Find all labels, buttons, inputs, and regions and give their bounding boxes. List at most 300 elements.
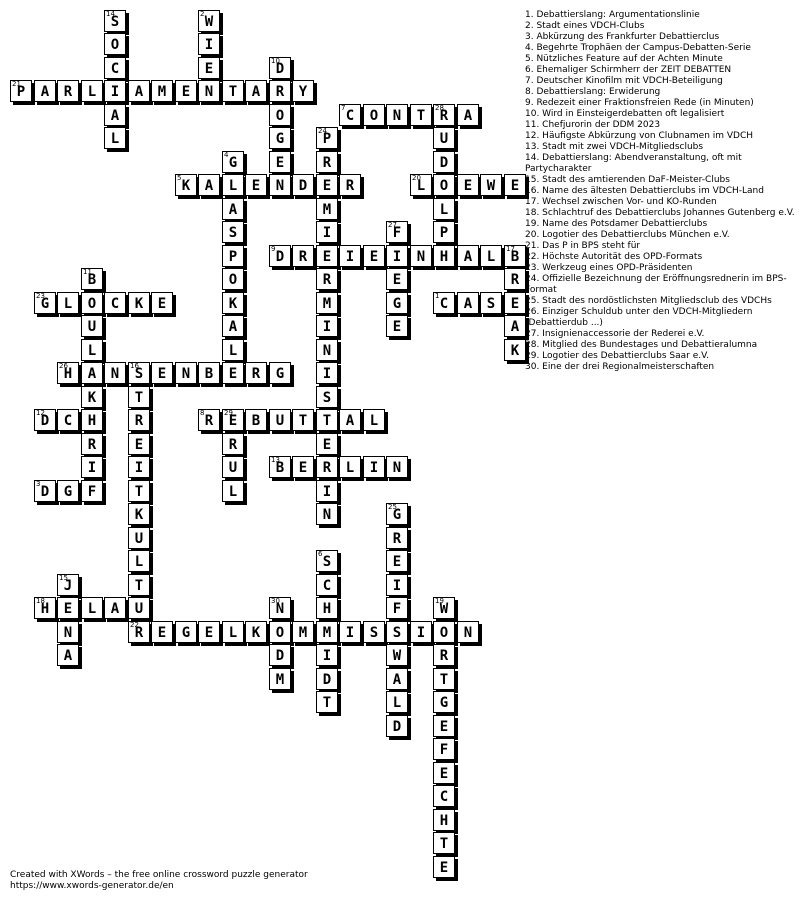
crossword-cell[interactable]: [104, 597, 126, 619]
crossword-cell[interactable]: [198, 409, 220, 431]
crossword-cell[interactable]: [57, 409, 79, 431]
crossword-cell[interactable]: [222, 245, 244, 267]
crossword-cell[interactable]: [316, 503, 338, 525]
crossword-cell[interactable]: [245, 80, 267, 102]
cell-letter: I: [110, 84, 120, 100]
crossword-cell[interactable]: [222, 315, 244, 337]
crossword-cell[interactable]: [128, 456, 150, 478]
crossword-cell[interactable]: [81, 456, 103, 478]
clue-item: 10. Wird in Einsteigerdebatten oft legalisiert: [525, 109, 725, 119]
crossword-cell[interactable]: [433, 856, 455, 878]
crossword-cell[interactable]: [104, 80, 126, 102]
clue-item: 29. Logotier des Debattierclubs Saar e.V.: [525, 351, 709, 361]
crossword-cell[interactable]: [433, 644, 455, 666]
clue-item: 4. Begehrte Trophäen der Campus-Debatten-Serie: [525, 43, 751, 53]
crossword-cell[interactable]: [386, 668, 408, 690]
cell-letter: A: [345, 413, 355, 429]
crossword-cell[interactable]: [222, 292, 244, 314]
clue-number: 7: [341, 104, 346, 112]
crossword-cell[interactable]: [175, 174, 197, 196]
crossword-cell[interactable]: [222, 174, 244, 196]
clue-number: 23: [36, 292, 45, 300]
cell-letter: E: [439, 860, 449, 876]
crossword-cell[interactable]: [222, 221, 244, 243]
crossword-cell[interactable]: [292, 409, 314, 431]
crossword-cell[interactable]: [198, 362, 220, 384]
crossword-cell[interactable]: [198, 174, 220, 196]
crossword-cell[interactable]: [433, 832, 455, 854]
clue-number: 24: [318, 127, 327, 135]
crossword-cell[interactable]: [504, 339, 526, 361]
crossword-cell[interactable]: [433, 292, 455, 314]
crossword-cell[interactable]: [433, 809, 455, 831]
crossword-cell[interactable]: [457, 621, 479, 643]
clue-number: 15: [59, 574, 68, 582]
cell-letter: P: [322, 131, 332, 147]
cell-letter: E: [251, 178, 261, 194]
crossword-cell[interactable]: [316, 151, 338, 173]
cell-letter: M: [322, 625, 332, 641]
crossword-cell[interactable]: [433, 221, 455, 243]
crossword-cell[interactable]: [433, 762, 455, 784]
cell-letter: A: [392, 672, 402, 688]
crossword-cell[interactable]: [386, 292, 408, 314]
clue-number: 27: [388, 221, 397, 229]
cell-letter: C: [322, 578, 332, 594]
crossword-cell[interactable]: [81, 339, 103, 361]
cell-letter: A: [204, 178, 214, 194]
crossword-cell[interactable]: [269, 456, 291, 478]
crossword-cell[interactable]: [480, 292, 502, 314]
crossword-cell[interactable]: [269, 621, 291, 643]
crossword-cell[interactable]: [316, 174, 338, 196]
clue-item: 15. Stadt des amtierenden DaF-Meister-Clubs: [525, 175, 730, 185]
crossword-cell[interactable]: [81, 480, 103, 502]
cell-letter: B: [275, 460, 285, 476]
clue-list: [525, 10, 795, 373]
crossword-cell[interactable]: [316, 198, 338, 220]
crossword-cell[interactable]: [410, 245, 432, 267]
cell-letter: N: [392, 460, 402, 476]
cell-letter: M: [322, 202, 332, 218]
crossword-cell[interactable]: [81, 80, 103, 102]
crossword-cell[interactable]: [316, 292, 338, 314]
cell-letter: I: [204, 37, 214, 53]
crossword-cell[interactable]: [269, 57, 291, 79]
crossword-cell[interactable]: [504, 268, 526, 290]
cell-letter: L: [486, 249, 496, 265]
crossword-cell[interactable]: [222, 480, 244, 502]
cell-letter: E: [392, 319, 402, 335]
crossword-cell[interactable]: [386, 221, 408, 243]
crossword-cell[interactable]: [386, 245, 408, 267]
crossword-cell[interactable]: [363, 245, 385, 267]
cell-letter: A: [463, 296, 473, 312]
crossword-cell[interactable]: [81, 315, 103, 337]
crossword-cell[interactable]: [81, 362, 103, 384]
crossword-cell[interactable]: [81, 433, 103, 455]
cell-letter: A: [110, 108, 120, 124]
crossword-cell[interactable]: [292, 245, 314, 267]
crossword-cell[interactable]: [316, 339, 338, 361]
crossword-cell[interactable]: [10, 80, 32, 102]
clue-number: 28: [435, 104, 444, 112]
cell-letter: E: [322, 249, 332, 265]
cell-letter: I: [392, 249, 402, 265]
crossword-cell[interactable]: [386, 315, 408, 337]
cell-letter: L: [134, 554, 144, 570]
crossword-cell[interactable]: [128, 621, 150, 643]
cell-letter: O: [439, 178, 449, 194]
cell-letter: D: [275, 648, 285, 664]
crossword-cell[interactable]: [316, 668, 338, 690]
crossword-cell[interactable]: [457, 104, 479, 126]
cell-letter: S: [486, 296, 496, 312]
clue-number: 10: [271, 57, 280, 65]
crossword-cell[interactable]: [433, 715, 455, 737]
cell-letter: K: [181, 178, 191, 194]
crossword-cell[interactable]: [339, 409, 361, 431]
crossword-cell[interactable]: [269, 644, 291, 666]
cell-letter: B: [510, 249, 520, 265]
crossword-cell[interactable]: [316, 433, 338, 455]
crossword-cell[interactable]: [128, 292, 150, 314]
crossword-cell[interactable]: [81, 268, 103, 290]
crossword-cell[interactable]: [34, 409, 56, 431]
clue-number: 17: [506, 245, 515, 253]
crossword-cell[interactable]: [34, 597, 56, 619]
crossword-cell[interactable]: [339, 621, 361, 643]
cell-letter: A: [510, 319, 520, 335]
crossword-cell[interactable]: [386, 597, 408, 619]
cell-letter: N: [110, 366, 120, 382]
crossword-cell[interactable]: [245, 174, 267, 196]
crossword-cell[interactable]: [316, 456, 338, 478]
crossword-cell[interactable]: [316, 621, 338, 643]
crossword-cell[interactable]: [198, 57, 220, 79]
cell-letter: T: [134, 578, 144, 594]
crossword-cell[interactable]: [151, 621, 173, 643]
crossword-cell[interactable]: [104, 104, 126, 126]
crossword-cell[interactable]: [104, 127, 126, 149]
cell-letter: L: [228, 625, 238, 641]
crossword-cell[interactable]: [198, 80, 220, 102]
crossword-cell[interactable]: [269, 174, 291, 196]
crossword-cell[interactable]: [81, 386, 103, 408]
cell-letter: O: [228, 272, 238, 288]
crossword-cell[interactable]: [386, 574, 408, 596]
crossword-cell[interactable]: [128, 527, 150, 549]
crossword-cell[interactable]: [104, 362, 126, 384]
crossword-cell[interactable]: [386, 456, 408, 478]
crossword-cell[interactable]: [222, 198, 244, 220]
crossword-cell[interactable]: [363, 621, 385, 643]
cell-letter: T: [439, 672, 449, 688]
crossword-cell[interactable]: [339, 456, 361, 478]
crossword-cell[interactable]: [410, 621, 432, 643]
crossword-cell[interactable]: [222, 621, 244, 643]
crossword-cell[interactable]: [34, 292, 56, 314]
cell-letter: T: [228, 84, 238, 100]
crossword-cell[interactable]: [128, 480, 150, 502]
crossword-cell[interactable]: [386, 268, 408, 290]
footer: [10, 870, 308, 892]
crossword-cell[interactable]: [386, 644, 408, 666]
crossword-cell[interactable]: [433, 174, 455, 196]
crossword-cell[interactable]: [433, 621, 455, 643]
crossword-cell[interactable]: [504, 245, 526, 267]
clue-number: 9: [271, 245, 276, 253]
crossword-cell[interactable]: [386, 621, 408, 643]
cell-letter: T: [416, 108, 426, 124]
crossword-cell[interactable]: [104, 57, 126, 79]
crossword-cell[interactable]: [269, 245, 291, 267]
crossword-cell[interactable]: [128, 574, 150, 596]
crossword-cell[interactable]: [222, 268, 244, 290]
crossword-cell[interactable]: [222, 151, 244, 173]
clue-item: 12. Häufigste Abkürzung von Clubnamen im VDCH: [525, 131, 754, 141]
crossword-cell[interactable]: [57, 574, 79, 596]
cell-letter: F: [87, 484, 97, 500]
crossword-cell[interactable]: [339, 245, 361, 267]
crossword-cell[interactable]: [410, 174, 432, 196]
cell-letter: L: [416, 178, 426, 194]
crossword-cell[interactable]: [457, 245, 479, 267]
footer-url[interactable]: https://www.xwords-generator.de/en: [10, 881, 174, 891]
crossword-cell[interactable]: [128, 503, 150, 525]
crossword-cell[interactable]: [269, 668, 291, 690]
cell-letter: F: [392, 225, 402, 241]
crossword-cell[interactable]: [222, 456, 244, 478]
crossword-cell[interactable]: [269, 409, 291, 431]
crossword-cell[interactable]: [245, 409, 267, 431]
cell-letter: N: [275, 178, 285, 194]
crossword-cell[interactable]: [363, 104, 385, 126]
clue-item: 16. Name des ältesten Debattierclubs im VDCH-Land: [525, 186, 764, 196]
crossword-cell[interactable]: [316, 268, 338, 290]
clue-number: 18: [36, 597, 45, 605]
crossword-cell[interactable]: [316, 362, 338, 384]
crossword-cell[interactable]: [81, 292, 103, 314]
crossword-cell[interactable]: [34, 480, 56, 502]
crossword-cell[interactable]: [151, 362, 173, 384]
crossword-cell[interactable]: [128, 362, 150, 384]
crossword-cell[interactable]: [57, 80, 79, 102]
clue-item: 8. Debattierslang: Erwiderung: [525, 87, 661, 97]
crossword-cell[interactable]: [316, 315, 338, 337]
crossword-cell[interactable]: [222, 339, 244, 361]
crossword-cell[interactable]: [175, 621, 197, 643]
crossword-cell[interactable]: [198, 10, 220, 32]
crossword-cell[interactable]: [316, 480, 338, 502]
crossword-cell[interactable]: [457, 174, 479, 196]
crossword-cell[interactable]: [269, 80, 291, 102]
crossword-cell[interactable]: [386, 104, 408, 126]
crossword-cell[interactable]: [316, 597, 338, 619]
crossword-cell[interactable]: [245, 362, 267, 384]
crossword-cell[interactable]: [433, 668, 455, 690]
crossword-cell[interactable]: [433, 738, 455, 760]
crossword-cell[interactable]: [57, 644, 79, 666]
crossword-cell[interactable]: [433, 245, 455, 267]
crossword-cell[interactable]: [269, 597, 291, 619]
crossword-cell[interactable]: [316, 644, 338, 666]
crossword-cell[interactable]: [433, 785, 455, 807]
crossword-cell[interactable]: [504, 315, 526, 337]
cell-letter: U: [134, 531, 144, 547]
crossword-cell[interactable]: [386, 691, 408, 713]
crossword-cell[interactable]: [57, 621, 79, 643]
clue-number: 22: [130, 621, 139, 629]
cell-letter: R: [345, 178, 355, 194]
crossword-cell[interactable]: [339, 104, 361, 126]
cell-letter: A: [251, 84, 261, 100]
cell-letter: I: [322, 225, 332, 241]
crossword-cell[interactable]: [151, 80, 173, 102]
crossword-cell[interactable]: [222, 409, 244, 431]
cell-letter: I: [322, 319, 332, 335]
crossword-cell[interactable]: [433, 127, 455, 149]
crossword-cell[interactable]: [245, 621, 267, 643]
clue-item: 20. Logotier des Debattierclubs München e.V.: [525, 230, 730, 240]
cell-letter: D: [322, 672, 332, 688]
cell-letter: I: [134, 460, 144, 476]
clue-number: 30: [271, 597, 280, 605]
crossword-cell[interactable]: [128, 386, 150, 408]
cell-letter: S: [392, 625, 402, 641]
crossword-cell[interactable]: [316, 386, 338, 408]
crossword-cell[interactable]: [81, 597, 103, 619]
cell-letter: K: [134, 296, 144, 312]
crossword-cell[interactable]: [504, 174, 526, 196]
cell-letter: E: [275, 155, 285, 171]
crossword-cell[interactable]: [433, 151, 455, 173]
cell-letter: C: [110, 61, 120, 77]
cell-letter: S: [369, 625, 379, 641]
crossword-cell[interactable]: [128, 597, 150, 619]
cell-letter: A: [228, 319, 238, 335]
crossword-cell[interactable]: [57, 362, 79, 384]
crossword-cell[interactable]: [433, 691, 455, 713]
clue-item: 30. Eine der drei Regionalmeisterschaften: [525, 362, 715, 372]
crossword-cell[interactable]: [104, 292, 126, 314]
crossword-cell[interactable]: [316, 550, 338, 572]
crossword-cell[interactable]: [386, 550, 408, 572]
crossword-cell[interactable]: [386, 527, 408, 549]
crossword-cell[interactable]: [57, 292, 79, 314]
cell-letter: E: [439, 766, 449, 782]
cell-letter: I: [392, 578, 402, 594]
crossword-cell[interactable]: [292, 80, 314, 102]
cell-letter: B: [204, 366, 214, 382]
crossword-cell[interactable]: [222, 80, 244, 102]
crossword-cell[interactable]: [34, 80, 56, 102]
crossword-cell[interactable]: [222, 362, 244, 384]
crossword-cell[interactable]: [480, 245, 502, 267]
crossword-cell[interactable]: [292, 621, 314, 643]
crossword-cell[interactable]: [104, 10, 126, 32]
crossword-cell[interactable]: [457, 292, 479, 314]
crossword-cell[interactable]: [386, 715, 408, 737]
crossword-cell[interactable]: [128, 80, 150, 102]
crossword-cell[interactable]: [339, 174, 361, 196]
crossword-cell[interactable]: [128, 409, 150, 431]
cell-letter: K: [134, 507, 144, 523]
cell-letter: T: [134, 484, 144, 500]
crossword-cell[interactable]: [433, 104, 455, 126]
cell-letter: U: [134, 601, 144, 617]
cell-letter: O: [275, 108, 285, 124]
crossword-cell[interactable]: [410, 104, 432, 126]
crossword-cell[interactable]: [198, 33, 220, 55]
cell-letter: A: [110, 601, 120, 617]
crossword-cell[interactable]: [504, 292, 526, 314]
cell-letter: N: [416, 249, 426, 265]
crossword-cell[interactable]: [363, 456, 385, 478]
clue-item: 26. Einziger Schuldub unter den VDCH-Mitgliedern (Debattierdub ...): [525, 307, 753, 328]
crossword-cell[interactable]: [292, 456, 314, 478]
crossword-cell[interactable]: [316, 574, 338, 596]
crossword-cell[interactable]: [175, 362, 197, 384]
cell-letter: U: [228, 460, 238, 476]
crossword-cell[interactable]: [386, 503, 408, 525]
cell-letter: T: [322, 413, 332, 429]
crossword-cell[interactable]: [292, 174, 314, 196]
crossword-cell[interactable]: [269, 151, 291, 173]
clue-item: 28. Mitglied des Bundestages und Debattieralumna: [525, 340, 758, 350]
crossword-cell[interactable]: [316, 409, 338, 431]
cell-letter: H: [322, 601, 332, 617]
crossword-cell[interactable]: [363, 409, 385, 431]
crossword-cell[interactable]: [433, 597, 455, 619]
crossword-cell[interactable]: [316, 221, 338, 243]
crossword-cell[interactable]: [316, 691, 338, 713]
cell-letter: U: [87, 319, 97, 335]
cell-letter: I: [345, 249, 355, 265]
cell-letter: I: [87, 460, 97, 476]
crossword-cell[interactable]: [480, 174, 502, 196]
crossword-cell[interactable]: [128, 433, 150, 455]
crossword-cell[interactable]: [57, 597, 79, 619]
clue-number: 11: [83, 268, 92, 276]
crossword-cell[interactable]: [57, 480, 79, 502]
crossword-cell[interactable]: [175, 80, 197, 102]
crossword-cell[interactable]: [269, 104, 291, 126]
crossword-cell[interactable]: [81, 409, 103, 431]
cell-letter: D: [40, 484, 50, 500]
cell-letter: E: [228, 366, 238, 382]
cell-letter: S: [228, 225, 238, 241]
cell-letter: R: [298, 249, 308, 265]
crossword-cell[interactable]: [198, 621, 220, 643]
crossword-cell[interactable]: [433, 198, 455, 220]
crossword-cell[interactable]: [269, 127, 291, 149]
crossword-cell[interactable]: [104, 33, 126, 55]
cell-letter: R: [439, 108, 449, 124]
cell-letter: E: [322, 178, 332, 194]
cell-letter: E: [157, 625, 167, 641]
cell-letter: L: [228, 178, 238, 194]
crossword-cell[interactable]: [151, 292, 173, 314]
cell-letter: P: [228, 249, 238, 265]
cell-letter: G: [392, 296, 402, 312]
crossword-cell[interactable]: [128, 550, 150, 572]
crossword-cell[interactable]: [269, 362, 291, 384]
crossword-cell[interactable]: [316, 245, 338, 267]
crossword-cell[interactable]: [316, 127, 338, 149]
crossword-cell[interactable]: [222, 433, 244, 455]
cell-letter: A: [228, 202, 238, 218]
